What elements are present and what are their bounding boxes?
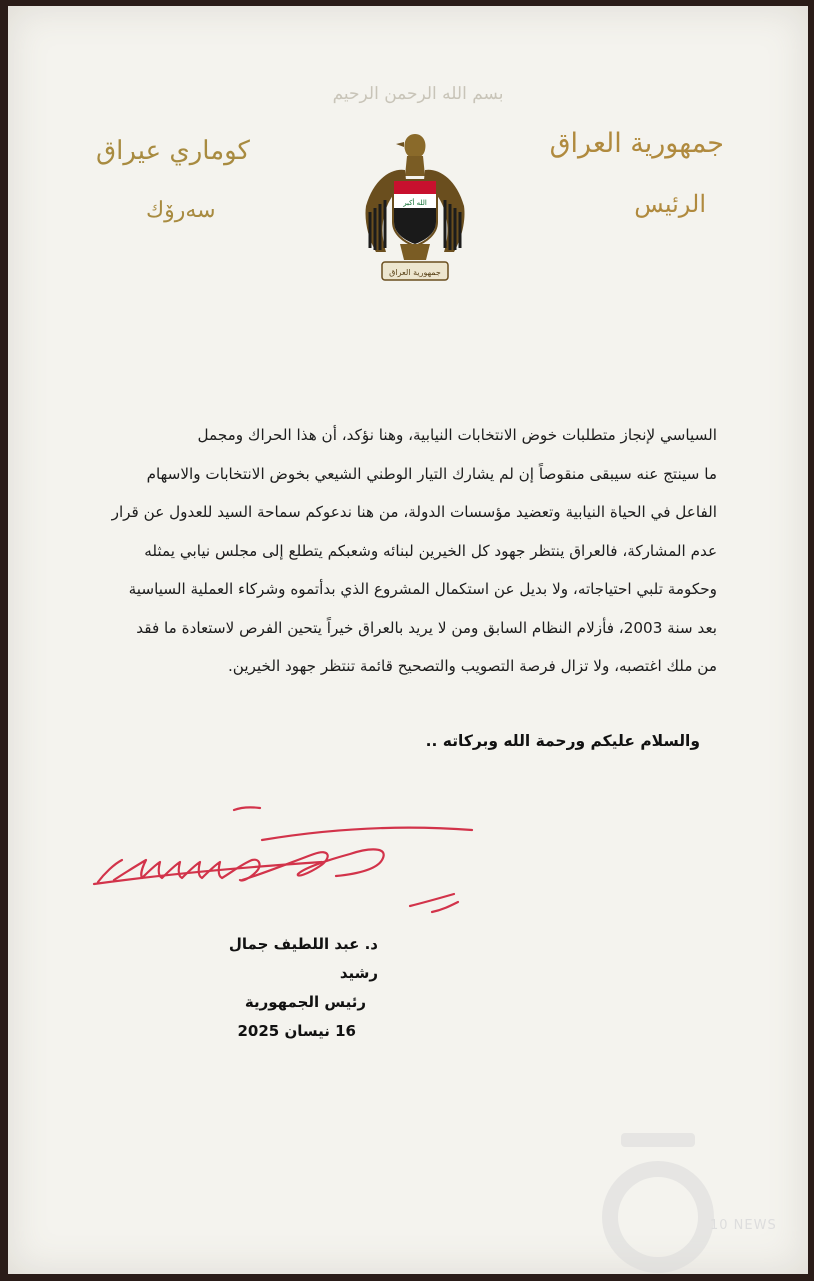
- letterhead-office-kurdish: سەرۆك: [146, 198, 216, 223]
- svg-text:جمهورية العراق: جمهورية العراق: [389, 268, 441, 277]
- letter-line: وحكومة تلبي احتياجاته، ولا بديل عن استكمال المشروع الذي بدأتموه وشركاء العملية السياسية: [128, 580, 717, 598]
- letter-line: عدم المشاركة، فالعراق ينتظر جهود كل الخيرين لبنائه وشعبكم يتطلع إلى مجلس نيابي يمثله: [144, 541, 717, 560]
- closing-greeting: والسلام عليكم ورحمة الله وبركاته ..: [425, 732, 700, 750]
- letter-line: بعد سنة 2003، فأزلام النظام السابق ومن لا يريد بالعراق خيراً يتحين الفرص لاستعادة ما فقد: [136, 618, 717, 637]
- signatory-title: رئيس الجمهورية: [244, 993, 366, 1011]
- signature-block: [188, 930, 378, 1046]
- letterhead-country-kurdish: كوماري عيراق: [96, 136, 250, 166]
- basmala: بسم الله الرحمن الرحيم: [332, 84, 504, 104]
- letter-line: من ملك اغتصبه، ولا تزال فرصة التصويب والتصحيح قائمة تنتظر جهود الخيرين.: [227, 657, 717, 675]
- letter-line: ما سينتج عنه سيبقى منقوصاً إن لم يشارك التيار الوطني الشيعي بخوض الانتخابات والاسهام: [146, 464, 717, 483]
- letterhead-office-arabic: الرئيس: [634, 190, 706, 218]
- news-watermark-text: 10 NEWS: [710, 1218, 777, 1233]
- letter-line: السياسي لإنجاز متطلبات خوض الانتخابات النيابية، وهنا نؤكد، أن هذا الحراك ومجمل: [197, 426, 717, 444]
- letter-date: 16 نيسان 2025: [237, 1022, 356, 1040]
- signatory-name: د. عبد اللطيف جمال رشيد: [228, 935, 378, 982]
- letter-line: الفاعل في الحياة النيابية وتعضيد مؤسسات الدولة، من هنا ندعوكم سماحة السيد للعدول عن قرار: [111, 503, 717, 521]
- news-logo-watermark-icon: [593, 1131, 723, 1281]
- svg-text:الله أكبر: الله أكبر: [403, 199, 427, 207]
- letter-body: [100, 416, 717, 686]
- letterhead-country-arabic: جمهورية العراق: [549, 128, 724, 159]
- eagle-emblem-icon: [360, 128, 470, 288]
- handwritten-signature: [92, 802, 492, 927]
- letter-page: [8, 6, 808, 1274]
